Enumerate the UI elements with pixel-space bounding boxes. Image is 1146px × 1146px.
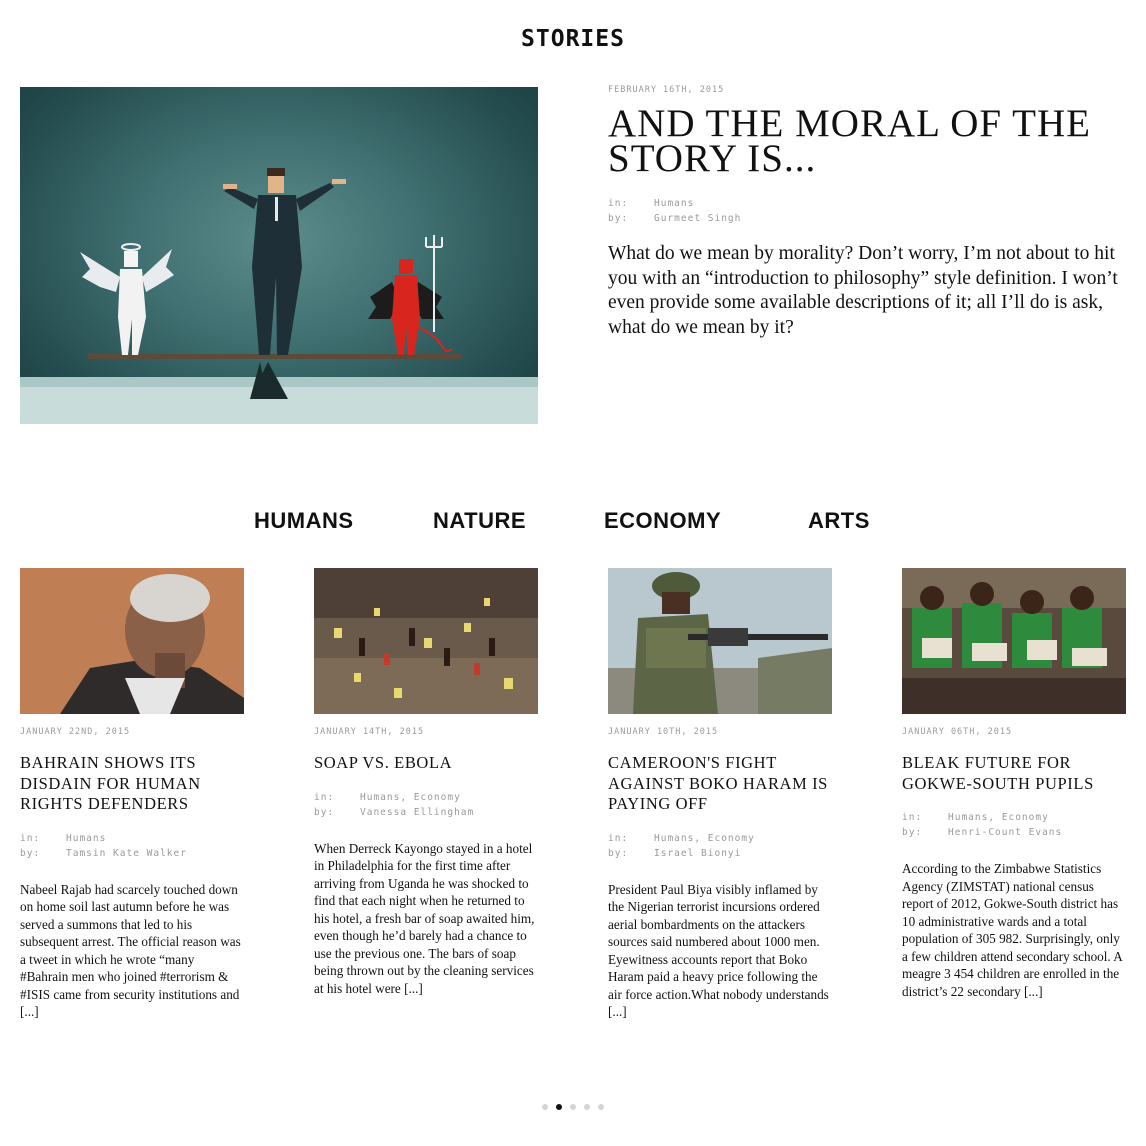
category-tab-nature[interactable]: NATURE [433, 508, 527, 533]
meta-in-label: in: [608, 198, 629, 209]
meta-by-label: by: [608, 213, 629, 224]
story-date: JANUARY 10TH, 2015 [608, 727, 719, 737]
story-image[interactable] [608, 568, 832, 714]
story-meta [314, 790, 538, 820]
meta-in-label: in: [314, 791, 335, 803]
story-excerpt: When Derreck Kayongo stayed in a hotel in Philadelphia for the first time after arriving from Uganda he was shocked to find that each night when he returned to his hotel, a fresh bar of soap awaited him, even though he’d barely had a chance to use the previous one. The bars of soap being thrown out by the cleaning services at his hotel were [...] [314, 840, 535, 996]
story-title[interactable]: BAHRAIN SHOWS ITS DISDAIN FOR HUMAN RIGHTS DEFENDERS [20, 753, 201, 813]
story-category-link[interactable]: Humans, Economy [948, 812, 1049, 823]
story-category-link[interactable]: Humans, Economy [360, 791, 461, 803]
meta-by-label: by: [902, 827, 923, 838]
story-title[interactable]: BLEAK FUTURE FOR GOKWE-SOUTH PUPILS [902, 753, 1094, 793]
story-meta [608, 831, 832, 861]
pagination-dot[interactable] [598, 1104, 604, 1110]
story-card [314, 568, 538, 997]
featured-title[interactable]: AND THE MORAL OF THE STORY IS... [608, 102, 1091, 180]
featured-image[interactable] [20, 87, 538, 424]
story-author-link[interactable]: Israel Bionyi [654, 847, 742, 859]
category-tab-humans[interactable]: HUMANS [254, 508, 354, 533]
story-date: JANUARY 14TH, 2015 [314, 727, 425, 737]
story-author-link[interactable]: Vanessa Ellingham [360, 806, 475, 818]
pagination-dot[interactable] [542, 1104, 548, 1110]
story-image[interactable] [20, 568, 244, 714]
pagination-dot-active[interactable] [556, 1104, 562, 1110]
meta-in-label: in: [608, 832, 629, 844]
page-title: STORIES [521, 26, 625, 52]
featured-excerpt: What do we mean by morality? Don’t worry, I’m not about to hit you with an “introduction to philosophy” style definition. I won’t even provide some available descriptions of it; all I’ll do is ask, what do we mean by it? [608, 243, 1118, 338]
meta-in-label: in: [20, 832, 41, 844]
featured-meta [608, 196, 741, 226]
story-date: JANUARY 22ND, 2015 [20, 727, 131, 737]
category-tab-economy[interactable]: ECONOMY [604, 508, 722, 533]
featured-author-link[interactable]: Gurmeet Singh [654, 213, 742, 224]
story-author-link[interactable]: Henri-Count Evans [948, 827, 1063, 838]
meta-by-label: by: [20, 847, 41, 859]
story-image[interactable] [314, 568, 538, 714]
pagination-dot[interactable] [584, 1104, 590, 1110]
story-date: JANUARY 06TH, 2015 [902, 727, 1013, 737]
story-title[interactable]: CAMEROON'S FIGHT AGAINST BOKO HARAM IS PAYING OFF [608, 753, 828, 813]
story-excerpt: President Paul Biya visibly inflamed by the Nigerian terrorist incursions ordered aerial bombardments on the attackers sources said numbered about 1000 men. Eyewitness accounts report that Boko Haram paid a heavy price following the air force action.What nobody understands [...] [608, 881, 829, 1019]
story-meta [902, 810, 1126, 840]
story-author-link[interactable]: Tamsin Kate Walker [66, 847, 187, 859]
story-card [20, 568, 244, 1021]
featured-date: FEBRUARY 16TH, 2015 [608, 85, 725, 95]
meta-by-label: by: [314, 806, 335, 818]
story-excerpt: Nabeel Rajab had scarcely touched down on home soil last autumn before he was served a summons that led to his subsequent arrest. The official reason was a tweet in which he wrote “many #Bahrain men who joined #terrorism & #ISIS came from security institutions and [...] [20, 881, 241, 1019]
featured-category-link[interactable]: Humans [654, 198, 695, 209]
story-category-link[interactable]: Humans [66, 832, 107, 844]
story-title[interactable]: SOAP VS. EBOLA [314, 753, 453, 772]
story-card [902, 568, 1126, 1000]
story-category-link[interactable]: Humans, Economy [654, 832, 755, 844]
category-tab-arts[interactable]: ARTS [808, 508, 870, 533]
story-card [608, 568, 832, 1021]
meta-in-label: in: [902, 812, 923, 823]
pagination-dots [0, 1104, 1146, 1110]
story-excerpt: According to the Zimbabwe Statistics Agency (ZIMSTAT) national census report of 2012, Gokwe-South district has 10 administrative wards and a total population of 305 982. Surprisingly, only a few children attend secondary school. A meagre 3 454 children are enrolled in the district’s 22 secondary [...] [902, 861, 1123, 999]
meta-by-label: by: [608, 847, 629, 859]
story-image[interactable] [902, 568, 1126, 714]
story-meta [20, 831, 244, 861]
pagination-dot[interactable] [570, 1104, 576, 1110]
